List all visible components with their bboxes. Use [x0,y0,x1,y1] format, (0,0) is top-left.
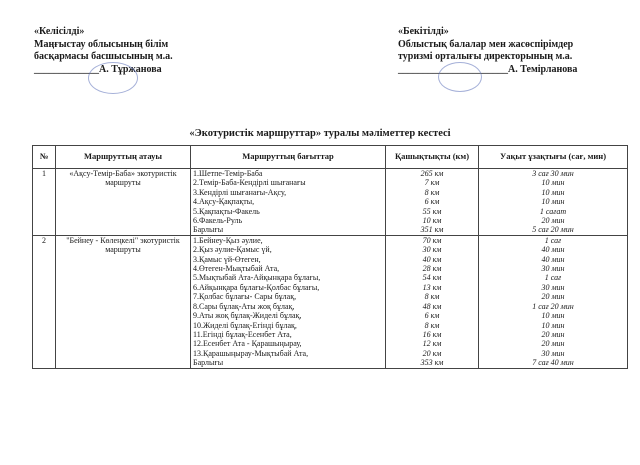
distance-total: 353 км [420,358,444,368]
distance-item: 20 км [422,348,442,358]
distance-item: 54 км [422,273,442,283]
direction-item: 8.Сары бұлақ-Аты жоқ бұлақ, [193,301,295,311]
approval-left-line1: Маңғыстау облысының білім [34,38,169,50]
time-item: 40 мин [541,254,565,264]
header-time: Уақыт ұзақтығы (сағ, мин) [479,146,628,169]
row-route-name: "Бейнеу - Көлеңкелі" экотуристік маршруты [56,235,191,368]
distance-item: 40 км [422,254,442,264]
distance-item: 16 км [422,329,442,339]
header-num: № [33,146,56,169]
approval-left [34,26,264,76]
time-item: 30 мин [541,282,565,292]
time-item: 1 сағ [544,235,562,245]
row-times [479,169,628,236]
direction-item: 1.Бейнеу-Қыз әулие, [193,235,263,245]
distance-item: 7 км [424,178,440,188]
direction-item: 7.Қолбас бұлағы- Сары бұлақ, [193,292,297,302]
time-item: 10 мин [541,320,565,330]
distance-item: 30 км [422,245,442,255]
direction-item: 1.Шетпе-Темір-Баба [193,169,263,178]
approval-right-line1: Облыстық балалар мен жасөспірімдер [398,38,574,50]
time-item: 3 сағ 30 мин [532,169,574,178]
direction-item: 2.Темір-Баба-Кендірлі шығанағы [193,178,306,188]
time-item: 10 мин [541,187,565,197]
routes-table [32,145,628,369]
direction-item: 12.Есенбет Ата - Қарашыңырау, [193,339,302,349]
direction-item: 6.Факель-Руль [193,216,243,226]
time-item: 1 сағат [539,206,567,216]
distance-item: 265 км [420,169,444,178]
signature-stamp-left [88,62,138,94]
distance-total: 351 км [420,225,444,235]
row-route-name: «Ақсу-Темір-Баба» экотуристік маршруты [56,169,191,236]
distance-item: 13 км [422,282,442,292]
header-direction: Маршруттың бағыттар [191,146,386,169]
time-item: 1 сағ 20 мин [532,301,574,311]
direction-item: 2.Қыз әулие-Қамыс үй, [193,245,272,255]
time-item: 20 мин [541,339,565,349]
document-title: «Экотуристік маршруттар» туралы мәліметтер кестесі [189,128,451,139]
direction-item: 4.Ақсу-Қақпақты, [193,197,255,207]
direction-item: 3.Кендірлі шығанағы-Ақсу, [193,187,287,197]
distance-item: 55 км [422,206,442,216]
time-item: 30 мин [541,348,565,358]
approval-right-signature: ______________________А. Темірланова [398,63,578,75]
header-name: Маршруттың атауы [56,146,191,169]
approval-left-signature: _____________А. Тұржанова [34,63,162,75]
direction-item: 9.Аты жоқ бұлақ-Жиделі бұлақ, [193,311,302,321]
time-item: 10 мин [541,311,565,321]
time-total: 7 сағ 40 мин [532,358,574,368]
direction-item: 5.Мықтыбай Ата-Айқынқара бұлағы, [193,273,321,283]
time-item: 40 мин [541,245,565,255]
distance-item: 10 км [422,216,442,226]
time-total: 5 сағ 20 мин [532,225,574,235]
distance-item: 8 км [424,292,440,302]
row-distances [386,235,479,368]
row-num: 2 [33,235,56,368]
row-directions [191,169,386,236]
table-header-row [33,146,628,169]
approval-right-line2: туризмі орталығы директорының м.а. [398,51,573,62]
distance-item: 70 км [422,235,442,245]
approval-left-line2: басқармасы басшысының м.а. [34,51,173,62]
row-directions [191,235,386,368]
direction-total: Барлығы [193,358,224,368]
distance-item: 8 км [424,320,440,330]
approval-right-heading: «Бекітілді» [398,26,449,37]
row-distances [386,169,479,236]
time-item: 30 мин [541,264,565,274]
table-row [33,235,628,368]
distance-item: 6 км [424,197,440,207]
direction-item: 13.Қарашыңырау-Мықтыбай Ата, [193,348,309,358]
direction-item: 5.Қақпақты-Факель [193,206,260,216]
distance-item: 12 км [422,339,442,349]
time-item: 10 мин [541,178,565,188]
distance-item: 8 км [424,187,440,197]
time-item: 20 мин [541,329,565,339]
direction-item: 6.Айқынқара бұлағы-Қолбас бұлағы, [193,282,320,292]
table-row [33,169,628,236]
time-item: 10 мин [541,197,565,207]
time-item: 20 мин [541,216,565,226]
row-times [479,235,628,368]
distance-item: 48 км [422,301,442,311]
distance-item: 6 км [424,311,440,321]
header-distance: Қашықтықты (км) [386,146,479,169]
direction-item: 10.Жиделі бұлақ-Егінді бұлақ, [193,320,297,330]
direction-item: 11.Егінді бұлақ-Есенбет Ата, [193,329,292,339]
approval-right [398,26,638,76]
row-num: 1 [33,169,56,236]
direction-total: Барлығы [193,225,224,235]
distance-item: 28 км [422,264,442,274]
direction-item: 3.Қамыс үй-Өтеген, [193,254,261,264]
time-item: 1 сағ [544,273,562,283]
approval-left-heading: «Келісілді» [34,26,85,37]
direction-item: 4.Өтеген-Мықтыбай Ата, [193,264,280,274]
signature-stamp-right [438,62,482,92]
time-item: 20 мин [541,292,565,302]
